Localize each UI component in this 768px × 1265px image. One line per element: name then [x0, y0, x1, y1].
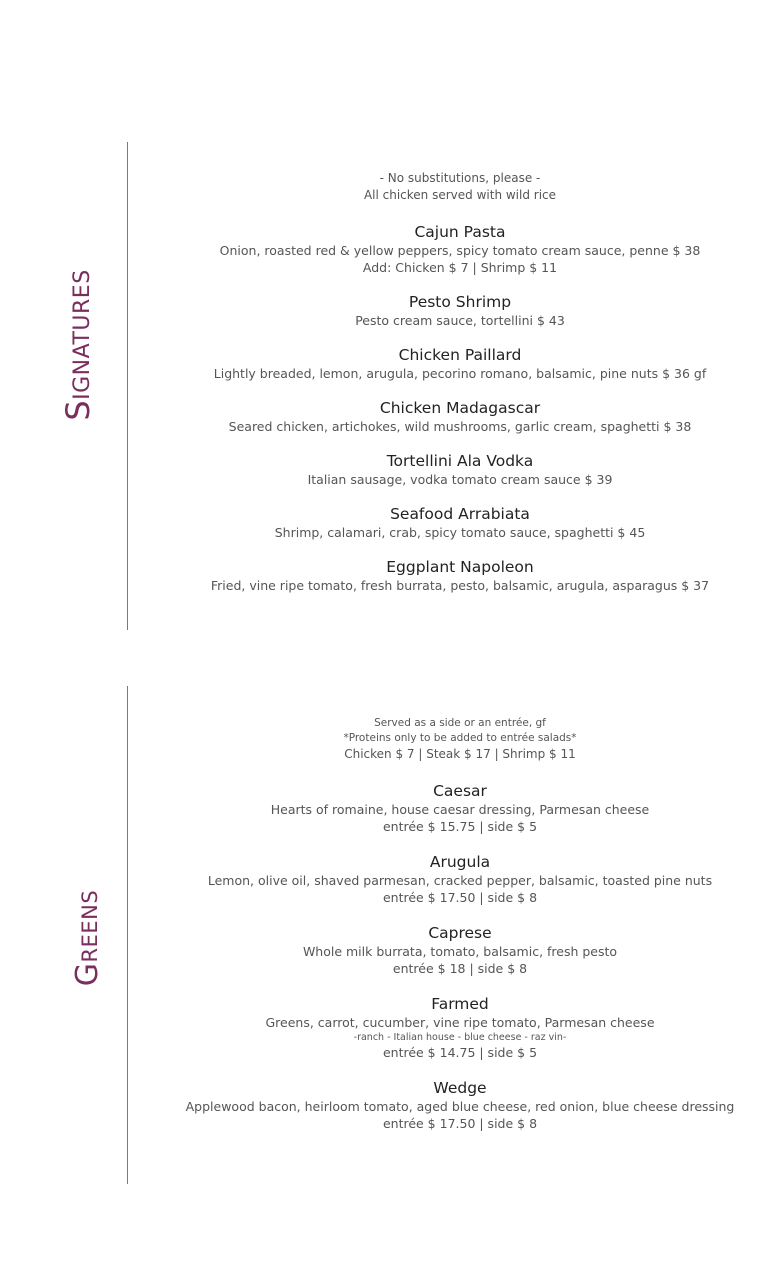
menu-item-caesar	[150, 781, 768, 835]
item-price: entrée $ 17.50 | side $ 8	[382, 1116, 538, 1131]
menu-item-seafood-arrabiata	[150, 504, 768, 541]
item-description: Applewood bacon, heirloom tomato, aged blue cheese, red onion, blue cheese dressing	[185, 1099, 735, 1114]
menu-item-tortellini-ala-vodka	[150, 451, 768, 488]
item-description: Whole milk burrata, tomato, balsamic, fresh pesto	[302, 944, 618, 959]
item-description: Pesto cream sauce, tortellini $ 43	[355, 313, 565, 328]
menu-item-pesto-shrimp	[150, 292, 768, 329]
item-price: entrée $ 14.75 | side $ 5	[382, 1045, 538, 1060]
item-description: Seared chicken, artichokes, wild mushrooms, garlic cream, spaghetti $ 38	[228, 419, 692, 434]
item-name: Caprese	[428, 924, 492, 942]
item-description: Onion, roasted red & yellow peppers, spicy tomato cream sauce, penne $ 38	[219, 243, 701, 258]
item-description: Lemon, olive oil, shaved parmesan, cracked pepper, balsamic, toasted pine nuts	[207, 873, 713, 888]
item-name: Caesar	[433, 782, 487, 800]
menu-item-farmed	[150, 994, 768, 1061]
signatures-menu	[150, 170, 768, 594]
menu-item-arugula	[150, 852, 768, 906]
item-description: Lightly breaded, lemon, arugula, pecorino romano, balsamic, pine nuts $ 36 gf	[213, 366, 707, 381]
greens-divider	[127, 686, 128, 1184]
signatures-note-chicken: All chicken served with wild rice	[363, 188, 557, 202]
item-name: Arugula	[429, 853, 491, 871]
greens-section-title: Greens	[70, 889, 105, 987]
item-price: entrée $ 15.75 | side $ 5	[382, 819, 538, 834]
menu-item-chicken-madagascar	[150, 398, 768, 435]
greens-menu	[150, 716, 768, 1132]
item-price: entrée $ 18 | side $ 8	[392, 961, 528, 976]
item-name: Farmed	[431, 995, 489, 1013]
greens-note-serving: Served as a side or an entrée, gf	[374, 717, 546, 729]
greens-note-proteins: *Proteins only to be added to entrée salads*	[343, 732, 577, 744]
item-name: Chicken Paillard	[398, 346, 522, 364]
item-description: Italian sausage, vodka tomato cream sauce $ 39	[307, 472, 613, 487]
item-price: entrée $ 17.50 | side $ 8	[382, 890, 538, 905]
item-name: Seafood Arrabiata	[390, 505, 530, 523]
menu-item-cajun-pasta	[150, 222, 768, 276]
item-description: Fried, vine ripe tomato, fresh burrata, pesto, balsamic, arugula, asparagus $ 37	[210, 578, 710, 593]
item-addons: Add: Chicken $ 7 | Shrimp $ 11	[362, 260, 558, 275]
item-name: Cajun Pasta	[414, 223, 506, 241]
item-description: Greens, carrot, cucumber, vine ripe tomato, Parmesan cheese	[265, 1015, 655, 1030]
item-name: Wedge	[433, 1079, 487, 1097]
menu-item-eggplant-napoleon	[150, 557, 768, 594]
signatures-section-title: Signatures	[59, 269, 97, 421]
item-name: Chicken Madagascar	[379, 399, 541, 417]
item-description: Shrimp, calamari, crab, spicy tomato sauce, spaghetti $ 45	[274, 525, 646, 540]
item-description: Hearts of romaine, house caesar dressing, Parmesan cheese	[270, 802, 650, 817]
greens-note-protein-prices: Chicken $ 7 | Steak $ 17 | Shrimp $ 11	[344, 747, 576, 761]
item-name: Tortellini Ala Vodka	[386, 452, 534, 470]
item-dressing-options: -ranch - Italian house - blue cheese - raz vin-	[353, 1032, 567, 1043]
item-name: Pesto Shrimp	[408, 293, 512, 311]
menu-item-caprese	[150, 923, 768, 977]
signatures-divider	[127, 142, 128, 630]
menu-item-chicken-paillard	[150, 345, 768, 382]
menu-item-wedge	[150, 1078, 768, 1132]
signatures-note-substitutions: - No substitutions, please -	[379, 171, 541, 185]
item-name: Eggplant Napoleon	[386, 558, 534, 576]
